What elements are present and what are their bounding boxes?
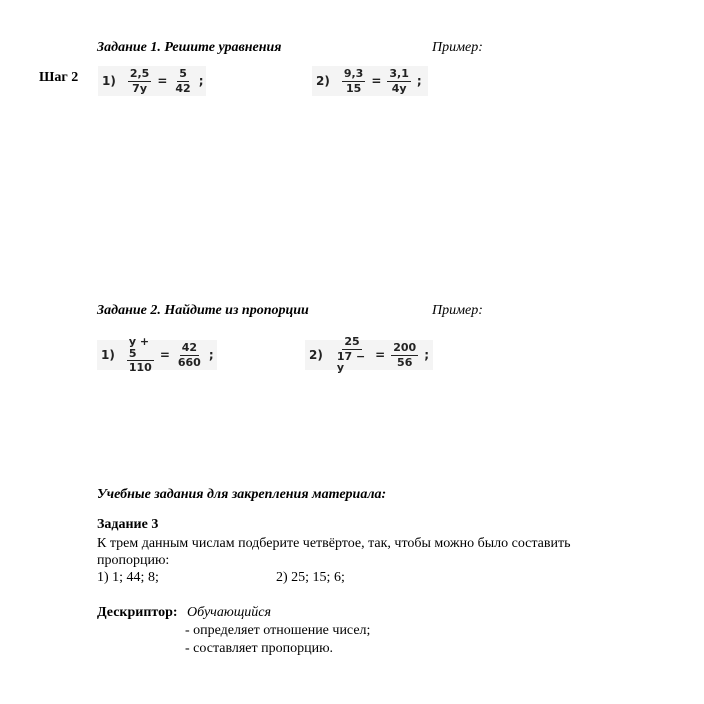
fraction-left: [335, 336, 369, 374]
numerator: y + 5: [127, 336, 154, 361]
fraction-left: [342, 68, 366, 94]
equation-number: 1): [101, 348, 115, 362]
task1-equation-2: [312, 66, 428, 96]
numerator: 25: [344, 335, 360, 349]
equals-sign: =: [375, 348, 386, 362]
fraction-right: [173, 68, 192, 94]
semicolon: ;: [424, 348, 429, 362]
numerator: 200: [393, 340, 417, 354]
equals-sign: =: [157, 74, 168, 88]
denominator: 660: [177, 355, 201, 369]
task2-equation-2: [305, 335, 433, 375]
task3-option-1: 1) 1; 44; 8;: [97, 570, 159, 585]
fraction-right: [391, 342, 418, 368]
task1-equation-1: [98, 66, 206, 96]
fraction-right: [387, 68, 411, 94]
descriptor-item: - определяет отношение чисел;: [185, 623, 371, 638]
numerator: 2,5: [129, 66, 150, 80]
equation-number: 1): [102, 74, 116, 88]
task2-example-label: Пример:: [432, 303, 483, 318]
fraction-left: [128, 68, 152, 94]
task1-example-label: Пример:: [432, 40, 483, 55]
numerator: 9,3: [343, 66, 364, 80]
equals-sign: =: [371, 74, 382, 88]
task3-text-line-1: К трем данным числам подберите четвёртое, так, чтобы можно было составить: [97, 536, 571, 551]
semicolon: ;: [416, 74, 422, 88]
descriptor-subject: Обучающийся: [187, 605, 272, 620]
denominator: 4y: [391, 81, 407, 95]
equation-number: 2): [309, 348, 323, 362]
numerator: 5: [179, 66, 187, 80]
numerator: 42: [181, 340, 198, 354]
equation-number: 2): [316, 74, 330, 88]
equals-sign: =: [159, 348, 170, 362]
denominator: 110: [128, 361, 152, 375]
semicolon: ;: [208, 348, 214, 362]
descriptor-item: - составляет пропорцию.: [185, 641, 334, 656]
consolidation-title: Учебные задания для закрепления материала:: [97, 487, 387, 502]
denominator: 42: [175, 81, 191, 95]
step-label: Шаг 2: [39, 70, 79, 85]
fraction-right: [176, 342, 203, 368]
task1-title: Задание 1. Решите уравнения: [97, 40, 282, 55]
fraction-left: [127, 336, 154, 374]
denominator: 17 − y: [336, 349, 366, 375]
task2-equation-1: [97, 335, 217, 375]
denominator: 7y: [132, 81, 147, 95]
task3-option-2: 2) 25; 15; 6;: [276, 570, 345, 585]
denominator: 15: [345, 81, 362, 95]
semicolon: ;: [198, 74, 204, 88]
numerator: 3,1: [389, 66, 409, 80]
task2-title: Задание 2. Найдите из пропорции: [97, 303, 309, 318]
task3-text-line-2: пропорцию:: [97, 553, 170, 568]
task3-title: Задание 3: [97, 517, 159, 532]
descriptor-label: Дескриптор:: [97, 605, 178, 620]
denominator: 56: [397, 355, 413, 369]
